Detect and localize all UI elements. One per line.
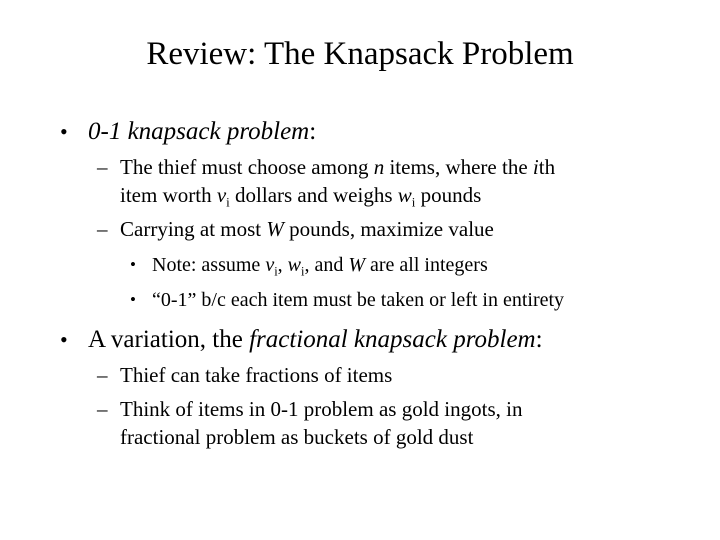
sub-bullet-fractions: Thief can take fractions of items bbox=[120, 363, 393, 387]
note-integers: Note: assume $v_i$, $w_i$, and W are all integers bbox=[152, 254, 488, 279]
sub-bullet-carrying: Carrying at most W pounds, maximize value bbox=[120, 217, 494, 241]
bullet-01-knapsack: 0-1 knapsack problem: bbox=[88, 118, 317, 145]
dash-marker: – bbox=[97, 397, 108, 421]
dash-marker: – bbox=[97, 363, 108, 387]
bullet-01-label: 0-1 knapsack problem bbox=[88, 118, 310, 145]
sub-bullet-thief-choose-cont: item worth $v_i$ dollars and weighs $w_i$ pounds bbox=[120, 183, 482, 210]
sub-bullet-gold-dust: fractional problem as buckets of gold dust bbox=[120, 425, 474, 449]
bullet-fractional: A variation, the fractional knapsack problem: bbox=[88, 326, 543, 353]
bullet-fractional-label: fractional knapsack problem bbox=[249, 326, 536, 353]
bullet-marker: • bbox=[60, 327, 68, 352]
sub-bullet-thief-choose: The thief must choose among n items, where the ith bbox=[120, 155, 556, 179]
slide-title: Review: The Knapsack Problem bbox=[146, 36, 574, 72]
bullet-marker: • bbox=[130, 290, 136, 309]
bullet-marker: • bbox=[60, 119, 68, 144]
dash-marker: – bbox=[97, 217, 108, 241]
note-0-1-meaning: “0-1” b/c each item must be taken or left in entirety bbox=[152, 289, 565, 311]
dash-marker: – bbox=[97, 155, 108, 179]
sub-bullet-gold-ingots: Think of items in 0-1 problem as gold ingots, in bbox=[120, 397, 523, 421]
bullet-marker: • bbox=[130, 255, 136, 274]
